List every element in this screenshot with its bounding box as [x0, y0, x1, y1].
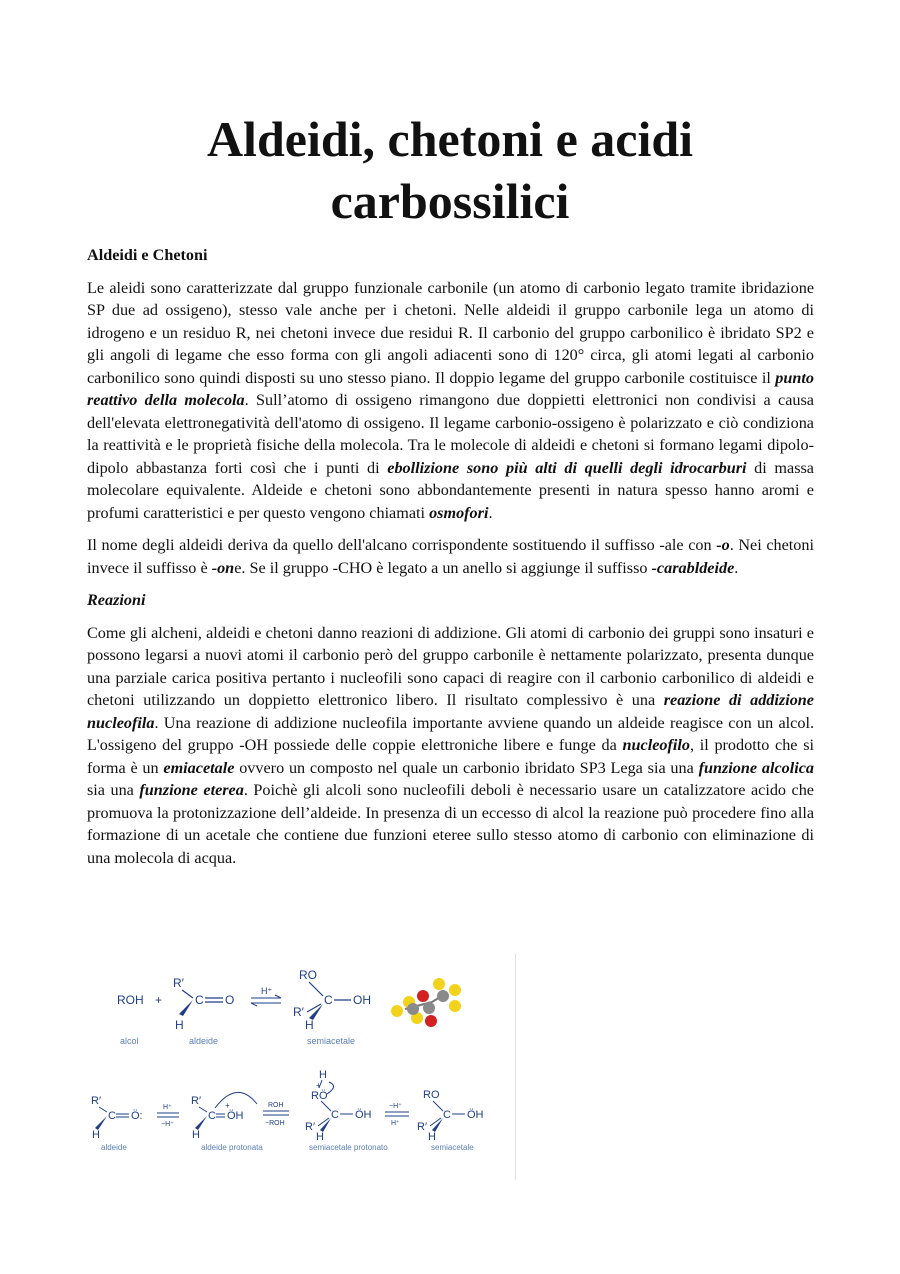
model-atom-c [437, 990, 449, 1002]
text-run: . Sull’atomo di ossigeno rimangono due doppietti elettronici non condivisi a causa dell'elevata elettronegatività dell'atomo di ossigeno. Il legame carbonio-ossigeno è polarizzato e ciò condiziona la reattività e le proprietà fisiche della molecola. Tra le molecole di aldeidi e chetoni si formano legami dipolo-dipolo abbastanza forti così che i punti di [87, 391, 814, 477]
ball-and-stick-model [391, 978, 461, 1027]
paragraph-carbonile [87, 277, 814, 525]
hemiacetal-ro: RO [299, 968, 317, 982]
bond-line [307, 1004, 321, 1012]
arrow1-top: H⁺ [163, 1104, 172, 1111]
aldehyde-h: H [175, 1018, 184, 1032]
emphasis-punto-reattivo: punto reattivo della molecola [87, 368, 814, 409]
model-atom-o [425, 1015, 437, 1027]
bond-line [433, 1101, 443, 1111]
r2-aldehyde-h: H [92, 1129, 100, 1141]
text-run: Come gli alcheni, aldeidi e chetoni danno reazioni di addizione. Gli atomi di carbonio dei gruppi sono insaturi e possono legarsi a nuovi atomi il carbonio però del gruppo carbonile è nettamente polarizzato, presenta dunque una parziale carica positiva pertanto i nucleofili sono capaci di reagire con il carbonio carbonilico di aldeidi e chetoni utilizzando un doppietto elettronico libero. Il risultato complessivo è una [87, 623, 814, 709]
emphasis-carbaldeide: -carabldeide [651, 558, 735, 577]
caption-aldeide-2: aldeide [101, 1143, 127, 1152]
hemiacetal-h: H [305, 1018, 314, 1032]
r2-protonated-plus: + [225, 1101, 230, 1110]
bond-line [199, 1107, 207, 1112]
text-run: . Nei chetoni invece il suffisso è [87, 536, 814, 577]
text-run: , il prodotto che si forma è un [87, 736, 815, 777]
text-run: ovvero un composto nel quale un carbonio ibridato SP3 Lega sia una [234, 758, 699, 777]
caption-semiacetale-protonato: semiacetale protonato [309, 1143, 388, 1152]
r2-protonated-r: R′ [191, 1095, 202, 1107]
wedge-bond [195, 1116, 207, 1130]
r2-semi-oh: ÖH [467, 1109, 484, 1121]
page-title: Aldeidi, chetoni e acidi carbossilici [206, 111, 694, 229]
r2-semi-c: C [443, 1109, 451, 1121]
r2-aldehyde-r: R′ [91, 1095, 102, 1107]
wedge-bond [179, 1000, 193, 1016]
model-atom-h [391, 1005, 403, 1017]
hemiacetal-oh: OH [353, 993, 371, 1007]
arrow1-bottom: −H⁺ [161, 1121, 174, 1128]
reaction-scheme-svg [87, 954, 515, 1180]
aldehyde-o: O [225, 993, 235, 1007]
aldehyde-c: C [195, 993, 204, 1007]
r2-semi-ro: RO [423, 1089, 440, 1101]
text-run: di massa molecolare equivalente. Aldeide e chetoni sono abbondantemente presenti in natura spesso hanno aromi e profumi caratteristici e per questo vengono chiamati [87, 458, 814, 522]
text-run: sia una [87, 781, 140, 799]
r2-semi-prot-ro: RÖ [311, 1090, 328, 1102]
wedge-bond [95, 1116, 107, 1130]
r2-semi-prot-plus: + [316, 1081, 321, 1090]
r2-protonated-c: C [208, 1110, 216, 1122]
section-heading-reazioni: Reazioni [87, 591, 146, 609]
plus-sign: + [155, 993, 163, 1007]
r2-aldehyde-o: Ö: [131, 1110, 143, 1122]
text-run: Le aleidi sono caratterizzate dal gruppo funzionale carbonile (un atomo di carbonio legato tramite ibridazione SP due ad ossigeno), stesso vale anche per i chetoni. Nelle aldeidi il gruppo carbonile lega un atomo di idrogeno e un residuo R, nei chetoni invece due residui R. Il carbonio del gruppo carbonilico è ibridato SP2 e gli angoli di legame che esso forma con gli angoli adiacenti sono di 120° circa, gli atomi legati al carbonio carbonilico sono quindi disposti su uno stesso piano. Il doppio legame del gruppo carbonile costituisce il [87, 278, 814, 387]
aldehyde-r: R′ [173, 976, 184, 990]
bond-line [99, 1107, 107, 1112]
curved-arrow [327, 1082, 334, 1094]
text-run: e. Se il gruppo -CHO è legato a un anello si aggiunge il suffisso [234, 558, 652, 577]
bond-line [321, 1101, 331, 1111]
model-atom-c [423, 1002, 435, 1014]
emphasis-funzione-alcolica: funzione alcolica [698, 758, 815, 777]
paragraph-reazioni [87, 622, 814, 870]
emphasis-ebollizione: ebollizione sono più alti di quelli degli idrocarburi [387, 458, 747, 477]
bond-line [309, 982, 323, 996]
curved-arrow [215, 1092, 257, 1108]
model-atom-h [433, 978, 445, 990]
r2-protonated-h: H [192, 1129, 200, 1141]
emphasis-addizione-nucleofila: reazione di addizione nucleofila [87, 691, 814, 732]
reaction-scheme-figure [87, 954, 519, 1180]
text-run: . Una reazione di addizione nucleofila importante avviene quando un aldeide reagisce con un alcol. L'ossigeno del gruppo -OH possiede delle coppie elettroniche libere e funge da [87, 713, 814, 754]
emphasis-suffisso-o: -o [716, 536, 730, 554]
model-atom-o [417, 990, 429, 1002]
text-run: . [488, 503, 493, 522]
caption-aldeide: aldeide [189, 1036, 219, 1046]
r2-semi-prot-oh: ÖH [355, 1109, 372, 1121]
arrow2-top: ROH [268, 1102, 284, 1109]
emphasis-nucleofilo: nucleofilo [622, 736, 690, 754]
r2-semi-r: R′ [417, 1121, 428, 1133]
caption-semiacetale-2: semiacetale [431, 1143, 474, 1152]
text-run: . Poichè gli alcoli sono nucleofili deboli è necessario usare un catalizzatore acido che promuova la protonizzazione dell’aldeide. In presenza di un eccesso di alcol la reazione può procedere fino alla formazione di un acetale che contiene due funzioni eteree sullo stesso atomo di carbonio con eliminazione di una molecola di acqua. [87, 781, 814, 867]
emphasis-osmofori: osmofori [429, 503, 489, 522]
paragraph-nomenclatura [87, 534, 814, 579]
caption-alcol: alcol [120, 1036, 139, 1046]
roh-label: ROH [117, 993, 144, 1007]
figure-divider [515, 954, 516, 1180]
text-run: Il nome degli aldeidi deriva da quello dell'alcano corrispondente sostituendo il suffisso -ale con [87, 536, 717, 554]
emphasis-suffisso-on: -on [211, 558, 235, 577]
document-body [87, 244, 814, 879]
emphasis-emiacetale: emiacetale [163, 758, 235, 777]
hemiacetal-r: R′ [293, 1005, 304, 1019]
arrow3-top: −H⁺ [389, 1103, 402, 1110]
bond-line [182, 990, 193, 998]
r2-protonated-oh: ÖH [227, 1110, 244, 1122]
emphasis-funzione-eterea: funzione eterea [139, 781, 244, 799]
arrow-h-label: H⁺ [261, 986, 273, 996]
arrow3-bottom: H⁺ [391, 1120, 400, 1127]
model-atom-h [449, 984, 461, 996]
r2-semi-prot-hb: H [316, 1131, 324, 1143]
arrow2-bottom: −ROH [265, 1120, 285, 1127]
hemiacetal-c: C [324, 993, 333, 1007]
text-run: . [734, 558, 739, 577]
model-atom-h [449, 1000, 461, 1012]
r2-semi-prot-c: C [331, 1109, 339, 1121]
r2-semi-h: H [428, 1131, 436, 1143]
caption-semiacetale: semiacetale [307, 1036, 356, 1046]
caption-aldeide-protonata: aldeide protonata [201, 1143, 263, 1152]
r2-semi-prot-r: R′ [305, 1121, 316, 1133]
r2-aldehyde-c: C [108, 1110, 116, 1122]
model-atom-c [407, 1003, 419, 1015]
section-heading-aldeidi-chetoni: Aldeidi e Chetoni [87, 246, 208, 264]
r2-semi-prot-h: H [319, 1069, 327, 1081]
